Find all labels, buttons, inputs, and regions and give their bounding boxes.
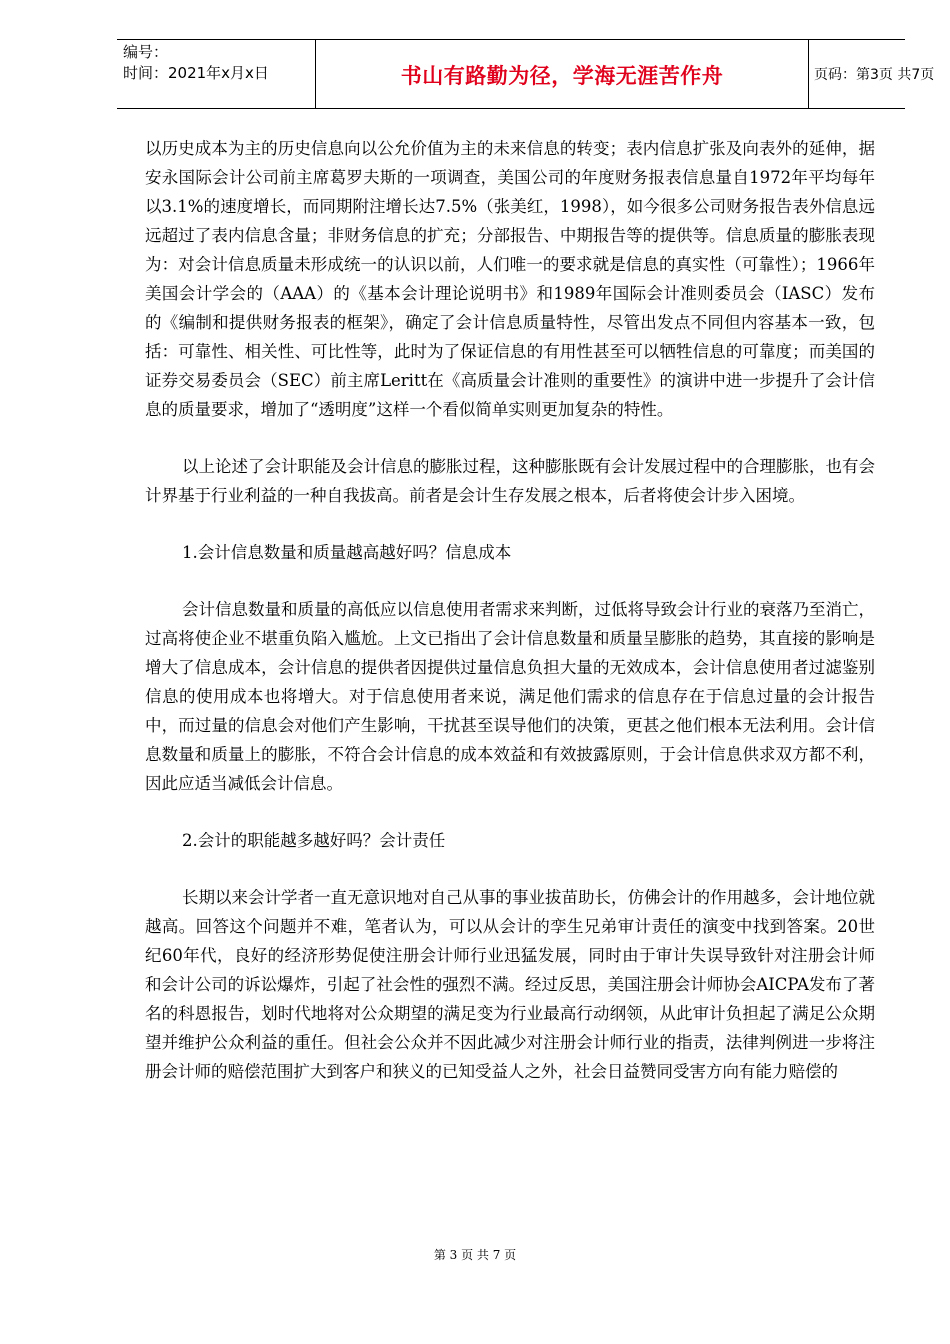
paragraph: 以上论述了会计职能及会计信息的膨胀过程，这种膨胀既有会计发展过程中的合理膨胀，也有会计界基于行业利益的一种自我拔高。前者是会计生存发展之根本，后者将使会计步入困境。 [145, 457, 875, 505]
paragraph: 以历史成本为主的历史信息向以公允价值为主的未来信息的转变；表内信息扩张及向表外的延伸，据安永国际会计公司前主席葛罗夫斯的一项调查，美国公司的年度财务报表信息量自1972年平均每年以3.1%的速度增长，而同期附注增长达7.5%（张美红，1998），如今很多公司财务报告表外信息远远超过了表内信息含量；非财务信息的扩充；分部报告、中期报告等的提供等。信息质量的膨胀表现为：对会计信息质量未形成统一的认识以前，人们唯一的要求就是信息的真实性（可靠性）；1966年美国会计学会的（AAA）的《基本会计理论说明书》和1989年国际会计准则委员会（IASC）发布的《编制和提供财务报表的框架》，确定了会计信息质量特性，尽管出发点不同但内容基本一致，包括：可靠性、相关性、可比性等，此时为了保证信息的有用性甚至可以牺牲信息的可靠度；而美国的证券交易委员会（SEC）前主席Leritt在《高质量会计准则的重要性》的演讲中进一步提升了会计信息的质量要求，增加了“透明度”这样一个看似简单实则更加复杂的特性。 [145, 139, 875, 419]
paragraph: 会计信息数量和质量的高低应以信息使用者需求来判断，过低将导致会计行业的衰落乃至消亡，过高将使企业不堪重负陷入尴尬。上文已指出了会计信息数量和质量呈膨胀的趋势，其直接的影响是增大了信息成本，会计信息的提供者因提供过量信息负担大量的无效成本，会计信息使用者过滤鉴别信息的使用成本也将增大。对于信息使用者来说，满足他们需求的信息存在于信息过量的会计报告中，而过量的信息会对他们产生影响，干扰甚至误导他们的决策，更甚之他们根本无法利用。会计信息数量和质量上的膨胀，不符合会计信息的成本效益和有效披露原则，于会计信息供求双方都不利，因此应适当减低会计信息。 [145, 600, 875, 793]
header-motto-cell [315, 40, 809, 108]
page-footer: 第 3 页 共 7 页 [433, 1248, 517, 1262]
paragraph: 长期以来会计学者一直无意识地对自己从事的事业拔苗助长，仿佛会计的作用越多，会计地位就越高。回答这个问题并不难，笔者认为，可以从会计的孪生兄弟审计责任的演变中找到答案。20世纪60年代，良好的经济形势促使注册会计师行业迅猛发展，同时由于审计失误导致针对注册会计师和会计公司的诉讼爆炸，引起了社会性的强烈不满。经过反思，美国注册会计师协会AICPA发布了著名的科恩报告，划时代地将对公众期望的满足变为行业最高行动纲领，从此审计负担起了满足公众期望并维护公众利益的重任。但社会公众并不因此减少对注册会计师行业的指责，法律判例进一步将注册会计师的赔偿范围扩大到客户和狭义的已知受益人之外，社会日益赞同受害方向有能力赔偿的 [145, 888, 875, 1081]
page-info: 页码：第3页 共7页 [814, 67, 935, 83]
header-meta [117, 40, 315, 108]
section-heading: 1.会计信息数量和质量越高越好吗？信息成本 [182, 543, 512, 562]
page-header [117, 39, 935, 109]
section-heading: 2.会计的职能越多越好吗？会计责任 [182, 831, 446, 850]
document-body [145, 134, 875, 1086]
time-label: 时间：2021年x月x日 [123, 64, 269, 82]
motto: 书山有路勤为径，学海无涯苦作舟 [400, 64, 724, 88]
number-label: 编号： [123, 43, 169, 61]
header-page-cell [808, 40, 935, 108]
